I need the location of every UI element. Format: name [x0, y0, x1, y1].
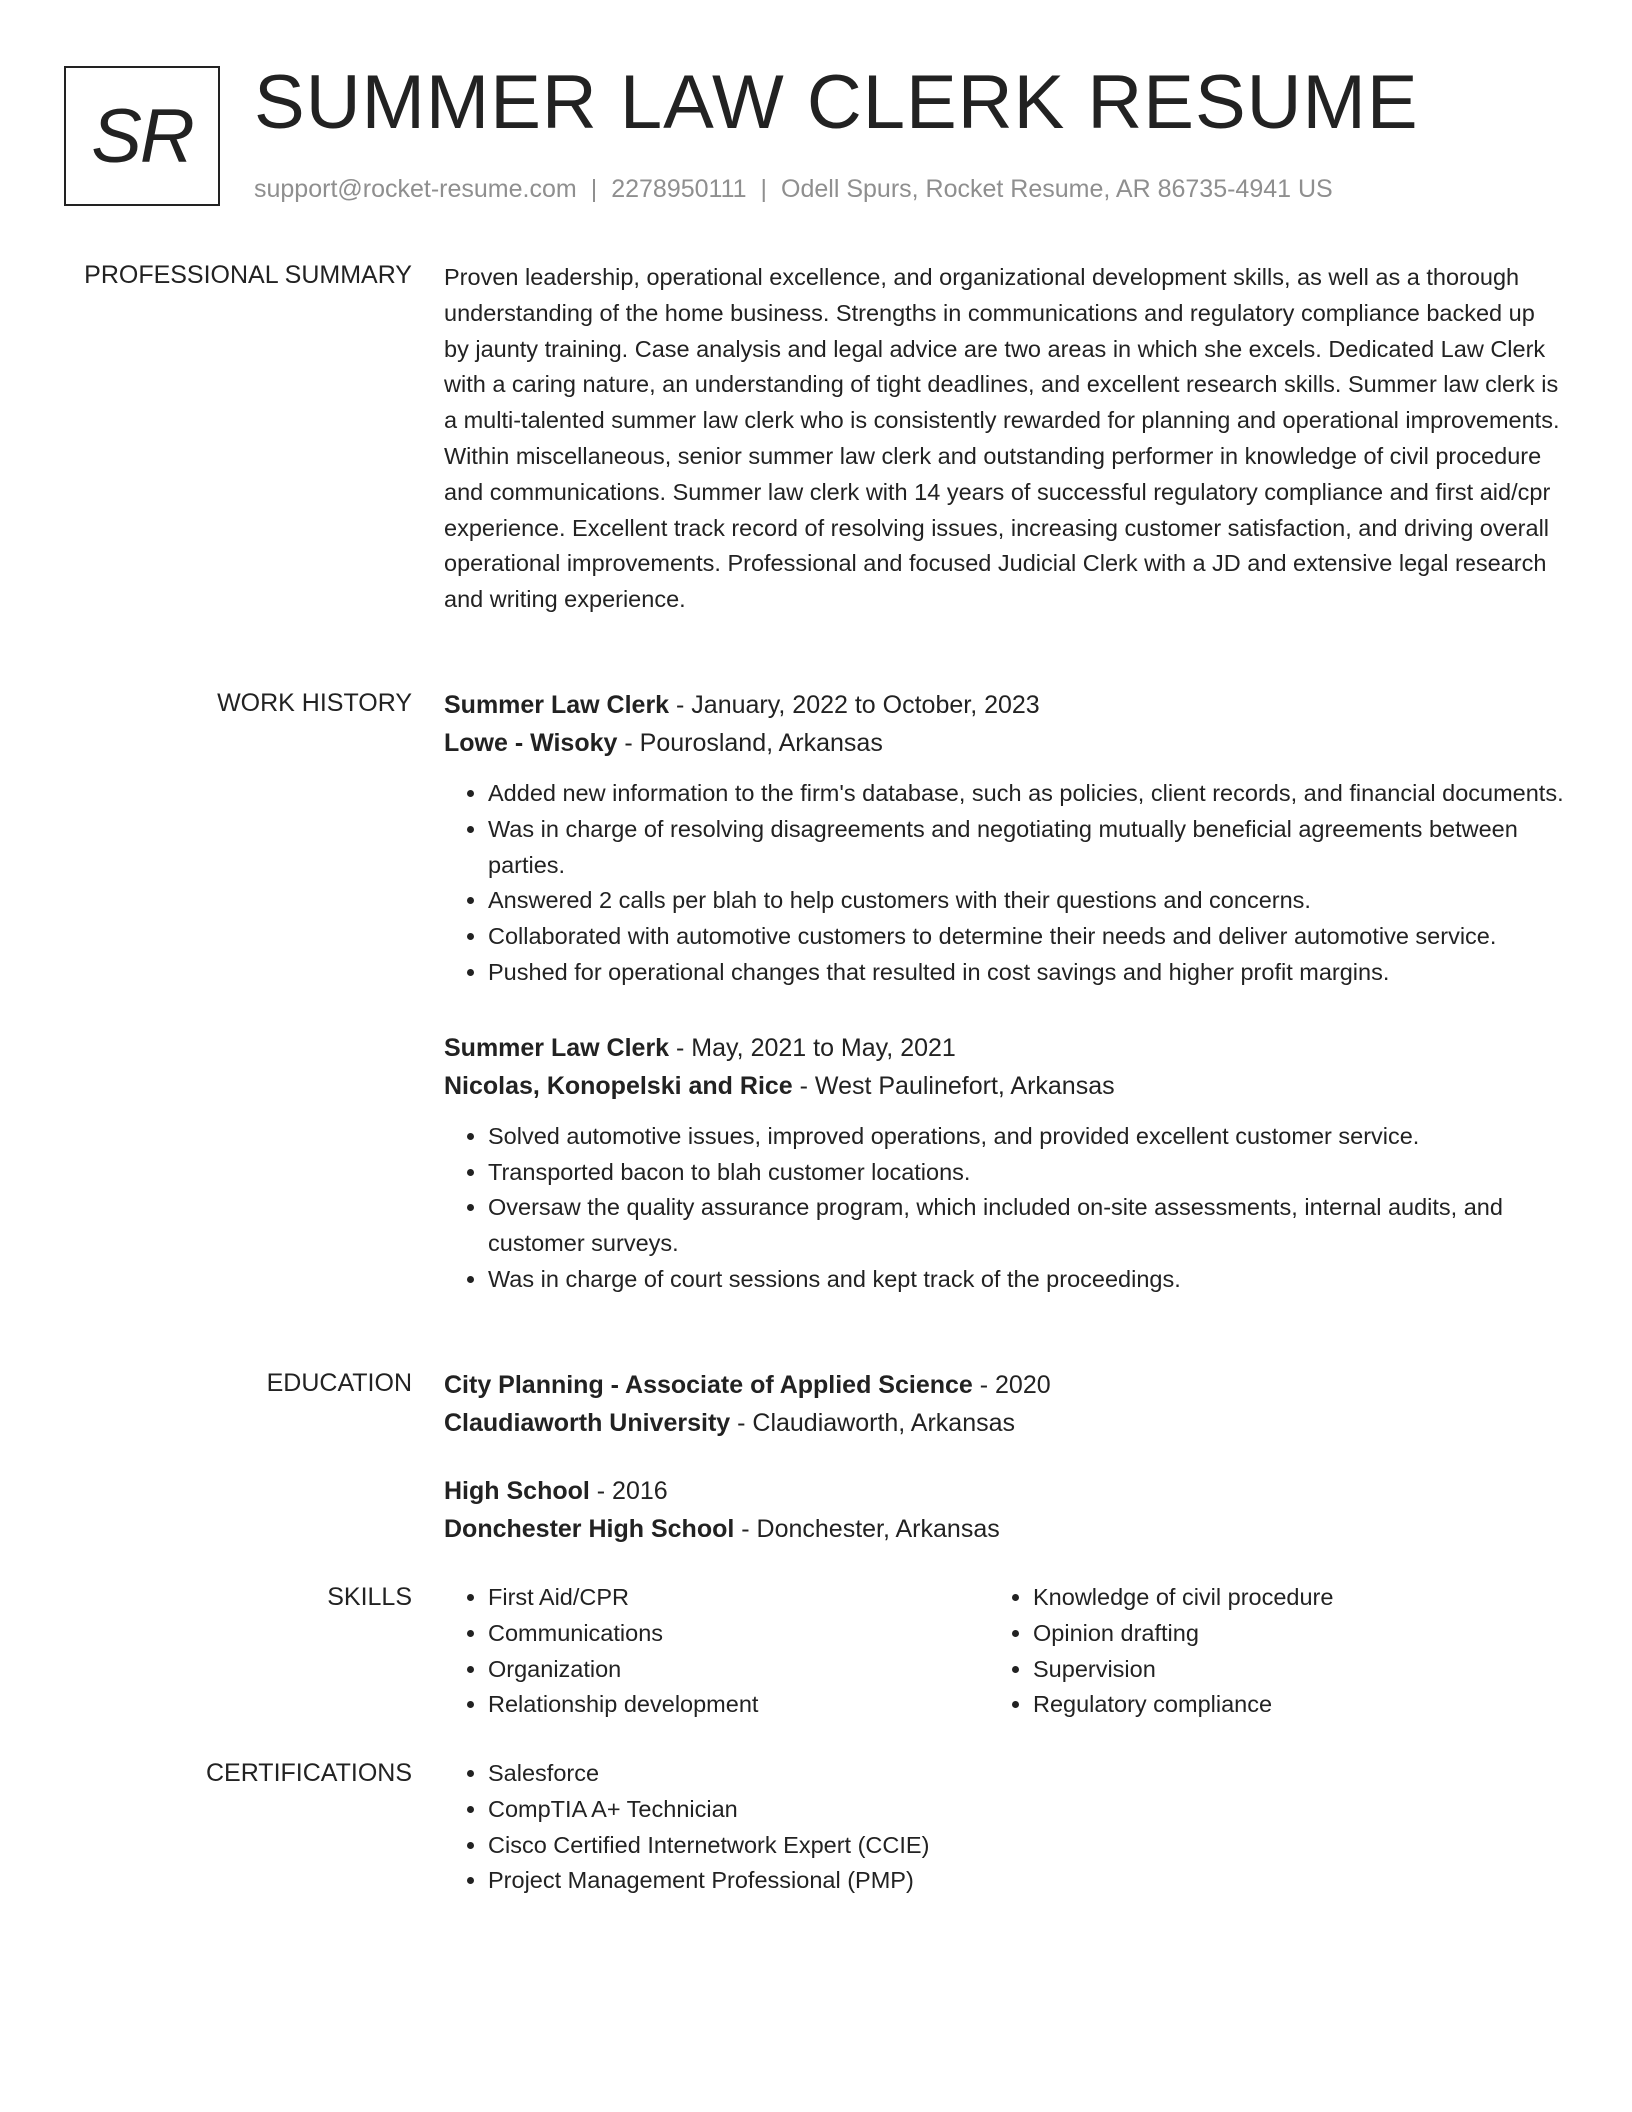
job-entry [444, 1029, 1564, 1298]
job-location: - West Paulinefort, Arkansas [792, 1071, 1115, 1100]
section-heading-work-history: WORK HISTORY [217, 689, 412, 717]
degree-line [444, 1472, 1564, 1510]
contact-phone: 2278950111 [611, 175, 747, 203]
job-duties-list [444, 776, 1564, 991]
job-duties-list [444, 1119, 1564, 1298]
monogram-logo: SR [64, 66, 220, 206]
degree-year: - 2020 [972, 1371, 1051, 1399]
job-title-line [444, 1029, 1564, 1067]
job-company: Nicolas, Konopelski and Rice [444, 1071, 793, 1100]
summary-text: Proven leadership, operational excellence, and organizational development skills, as well as a thorough understanding of the home business. Strengths in communications and regulatory compliance backed up by jaunty training. Case analysis and legal advice are two areas in which she excels. Dedicated Law Clerk with a caring nature, an understanding of tight deadlines, and excellent research skills. Summer law clerk is a multi-talented summer law clerk who is consistently rewarded for planning and operational improvements. Within miscellaneous, senior summer law clerk and outstanding performer in knowledge of civil procedure and communications. Summer law clerk with 14 years of successful regulatory compliance and first aid/cpr experience. Excellent track record of resolving issues, increasing customer satisfaction, and driving overall operational improvements. Professional and focused Judicial Clerk with a JD and extensive legal research and writing experience. [444, 264, 1560, 613]
contact-address: Odell Spurs, Rocket Resume, AR 86735-4941 US [781, 175, 1333, 203]
list-item: • Supervision [1033, 1652, 1534, 1688]
list-item: • Collaborated with automotive customers to determine their needs and deliver automotive service. [488, 919, 1564, 955]
list-item: • Salesforce [488, 1756, 1564, 1792]
list-item: • Knowledge of civil procedure [1033, 1580, 1534, 1616]
contact-email: support@rocket-resume.com [254, 175, 577, 203]
job-title: Summer Law Clerk [444, 1033, 670, 1062]
contact-line [254, 172, 1333, 206]
degree-name: High School [444, 1477, 590, 1505]
list-item: • Transported bacon to blah customer locations. [488, 1155, 1564, 1191]
list-item: • Was in charge of court sessions and kept track of the proceedings. [488, 1262, 1564, 1298]
certifications-body [444, 1756, 1564, 1899]
skills-column-right [989, 1580, 1534, 1723]
school-location: - Donchester, Arkansas [734, 1515, 1000, 1543]
certifications-list [444, 1756, 1564, 1899]
education-body [444, 1366, 1564, 1578]
education-entry [444, 1472, 1564, 1548]
resume-title: SUMMER LAW CLERK RESUME [254, 60, 1419, 145]
section-heading-certifications: CERTIFICATIONS [205, 1759, 412, 1787]
list-item: • Oversaw the quality assurance program, which included on-site assessments, internal audits, and customer surveys. [488, 1190, 1564, 1262]
job-title: Summer Law Clerk [444, 691, 670, 719]
school-name: Claudiaworth University [444, 1409, 731, 1437]
list-item: • CompTIA A+ Technician [488, 1792, 1564, 1828]
job-location: - Pourosland, Arkansas [617, 729, 883, 757]
job-company-line [444, 1067, 1564, 1105]
job-company-line [444, 724, 1564, 762]
job-dates: - May, 2021 to May, 2021 [669, 1033, 956, 1062]
list-item: • Opinion drafting [1033, 1616, 1534, 1652]
list-item: • Pushed for operational changes that resulted in cost savings and higher profit margins. [488, 955, 1564, 991]
list-item: • First Aid/CPR [488, 1580, 989, 1616]
degree-year: - 2016 [589, 1477, 668, 1505]
list-item: • Answered 2 calls per blah to help customers with their questions and concerns. [488, 883, 1564, 919]
contact-separator: | [760, 175, 768, 203]
contact-separator: | [590, 175, 598, 203]
list-item: • Cisco Certified Internetwork Expert (CCIE) [488, 1828, 1564, 1864]
job-entry [444, 686, 1564, 991]
school-name: Donchester High School [444, 1515, 735, 1543]
list-item: • Relationship development [488, 1687, 989, 1723]
degree-line [444, 1366, 1564, 1404]
list-item: • Organization [488, 1652, 989, 1688]
section-heading-summary: PROFESSIONAL SUMMARY [84, 261, 412, 289]
section-heading-education: EDUCATION [266, 1369, 412, 1397]
list-item: • Regulatory compliance [1033, 1687, 1534, 1723]
school-line [444, 1404, 1564, 1442]
list-item: • Added new information to the firm's database, such as policies, client records, and financial documents. [488, 776, 1564, 812]
work-history-body [444, 686, 1564, 1336]
skills-column-left [444, 1580, 989, 1723]
list-item: • Project Management Professional (PMP) [488, 1863, 1564, 1899]
list-item: • Communications [488, 1616, 989, 1652]
school-location: - Claudiaworth, Arkansas [730, 1409, 1016, 1437]
skills-list [444, 1580, 989, 1723]
summary-body [444, 260, 1564, 618]
job-title-line [444, 686, 1564, 724]
job-dates: - January, 2022 to October, 2023 [669, 691, 1040, 719]
skills-body [444, 1580, 1564, 1723]
section-heading-skills: SKILLS [327, 1583, 412, 1611]
education-entry [444, 1366, 1564, 1442]
list-item: • Solved automotive issues, improved operations, and provided excellent customer service. [488, 1119, 1564, 1155]
job-company: Lowe - Wisoky [444, 729, 618, 757]
degree-name: City Planning - Associate of Applied Science [444, 1371, 973, 1399]
list-item: • Was in charge of resolving disagreements and negotiating mutually beneficial agreements between parties. [488, 812, 1564, 884]
school-line [444, 1510, 1564, 1548]
skills-columns [444, 1580, 1564, 1723]
skills-list [989, 1580, 1534, 1723]
